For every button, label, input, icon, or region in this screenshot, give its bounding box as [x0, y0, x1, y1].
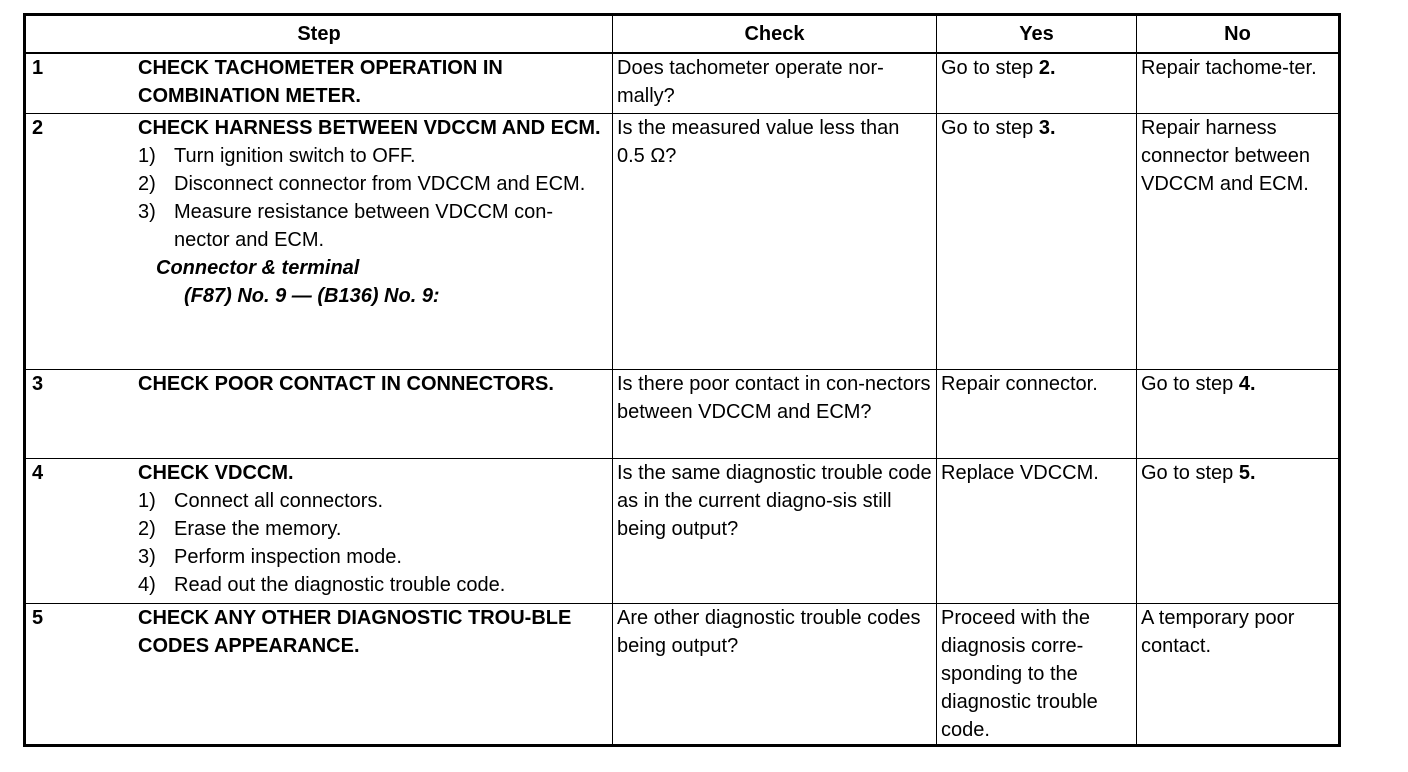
yes-text: Go to step: [941, 57, 1034, 79]
no-cell: Repair tachome-ter.: [1137, 53, 1340, 113]
yes-cell: [937, 113, 1137, 369]
spec-label: Connector & terminal: [156, 256, 360, 279]
yes-cell: Replace VDCCM.: [937, 458, 1137, 603]
step-title: CHECK VDCCM.: [138, 461, 294, 484]
no-step-link: 4.: [1238, 372, 1256, 395]
header-yes: Yes: [937, 15, 1137, 54]
substep: 4) Read out the diagnostic trouble code.: [138, 573, 506, 596]
yes-cell: Proceed with the diagnosis corre-sponding to the diagnostic trouble code.: [937, 603, 1137, 745]
yes-step-link: 3.: [1038, 116, 1056, 139]
substep: 3) Measure resistance between VDCCM con-nector and ECM.: [138, 200, 554, 251]
no-cell: [1137, 369, 1340, 458]
table-row: [25, 458, 1340, 603]
substep: 1) Turn ignition switch to OFF.: [138, 144, 416, 167]
header-row: [25, 15, 1340, 54]
yes-cell: [937, 53, 1137, 113]
substep: 2) Erase the memory.: [138, 517, 342, 540]
step-title: CHECK ANY OTHER DIAGNOSTIC TROU-BLE CODES APPEARANCE.: [138, 606, 572, 657]
header-step: Step: [25, 15, 613, 54]
table-row: [25, 603, 1340, 745]
step-cell: [25, 113, 613, 369]
step-number: 4: [32, 461, 44, 484]
substep: 3) Perform inspection mode.: [138, 545, 402, 568]
check-cell: Is the measured value less than 0.5 Ω?: [613, 113, 937, 369]
no-cell: [1137, 458, 1340, 603]
step-cell: [25, 603, 613, 745]
step-number: 3: [32, 372, 44, 395]
step-number: 1: [32, 57, 44, 79]
check-cell: Is there poor contact in con-nectors between VDCCM and ECM?: [613, 369, 937, 458]
yes-step-link: 2.: [1038, 57, 1056, 79]
no-cell: Repair harness connector between VDCCM and ECM.: [1137, 113, 1340, 369]
step-title: CHECK HARNESS BETWEEN VDCCM AND ECM.: [138, 116, 601, 139]
step-cell: [25, 369, 613, 458]
check-cell: Is the same diagnostic trouble code as in the current diagno-sis still being output?: [613, 458, 937, 603]
step-number: 5: [32, 606, 44, 629]
header-no: No: [1137, 15, 1340, 54]
step-title: CHECK POOR CONTACT IN CONNECTORS.: [138, 372, 554, 395]
table-row: [25, 53, 1340, 113]
no-text: Go to step: [1141, 461, 1234, 484]
header-check: Check: [613, 15, 937, 54]
spec-value: (F87) No. 9 — (B136) No. 9:: [184, 284, 440, 307]
step-cell: [25, 53, 613, 113]
step-cell: [25, 458, 613, 603]
table-row: [25, 113, 1340, 369]
substep: 2) Disconnect connector from VDCCM and ECM.: [138, 172, 586, 195]
check-cell: Are other diagnostic trouble codes being output?: [613, 603, 937, 745]
substep: 1) Connect all connectors.: [138, 489, 384, 512]
no-cell: A temporary poor contact.: [1137, 603, 1340, 745]
no-text: Go to step: [1141, 372, 1234, 395]
table-row: [25, 369, 1340, 458]
diagnostic-table: [23, 13, 1341, 747]
step-number: 2: [32, 116, 44, 139]
step-title: CHECK TACHOMETER OPERATION IN COMBINATION METER.: [138, 57, 503, 107]
no-step-link: 5.: [1238, 461, 1256, 484]
yes-text: Go to step: [941, 116, 1034, 139]
check-cell: Does tachometer operate nor-mally?: [613, 53, 937, 113]
yes-cell: Repair connector.: [937, 369, 1137, 458]
